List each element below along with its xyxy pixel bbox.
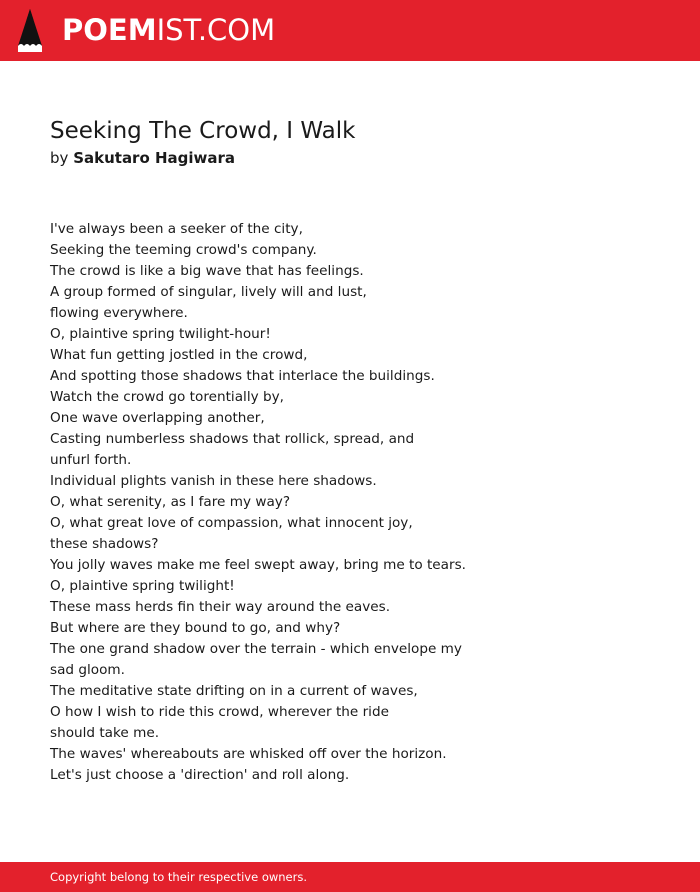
logo-text-bold: POEM [62, 13, 157, 47]
poem-line: A group formed of singular, lively will and lust, [50, 284, 367, 300]
poem-line: O how I wish to ride this crowd, wherever the ride [50, 704, 389, 720]
poem-line: The meditative state drifting on in a current of waves, [50, 683, 418, 699]
poem-line: You jolly waves make me feel swept away, bring me to tears. [50, 557, 466, 573]
site-logo[interactable] [62, 12, 275, 48]
poem-line: And spotting those shadows that interlace the buildings. [50, 368, 435, 384]
poem-line: should take me. [50, 725, 160, 741]
poem-line: Let's just choose a 'direction' and roll along. [50, 767, 350, 783]
poem-line: But where are they bound to go, and why? [50, 620, 341, 636]
poem-line: Casting numberless shadows that rollick, spread, and [50, 431, 415, 447]
poem-line: Seeking the teeming crowd's company. [50, 242, 317, 258]
site-footer [0, 862, 700, 892]
poem-line: Individual plights vanish in these here shadows. [50, 473, 377, 489]
byline [50, 148, 235, 169]
author-name: Sakutaro Hagiwara [73, 149, 236, 167]
poem-title: Seeking The Crowd, I Walk [50, 118, 356, 144]
poem-line: The waves' whereabouts are whisked off over the horizon. [50, 746, 447, 762]
poem-line: O, plaintive spring twilight-hour! [50, 326, 271, 342]
logo-text-light: IST.COM [156, 13, 276, 47]
copyright-text: Copyright belong to their respective owners. [50, 870, 308, 884]
by-label: by [50, 149, 69, 167]
poem-line: What fun getting jostled in the crowd, [50, 347, 308, 363]
poem-line: these shadows? [50, 536, 159, 552]
poem-line: sad gloom. [50, 662, 125, 678]
poem-line: I've always been a seeker of the city, [50, 221, 303, 237]
poem-line: flowing everywhere. [50, 305, 188, 321]
poem-line: Watch the crowd go torentially by, [50, 389, 284, 405]
poem-line: These mass herds fin their way around the eaves. [50, 599, 391, 615]
poem-line: The one grand shadow over the terrain - which envelope my [50, 641, 462, 657]
site-header [0, 0, 700, 61]
poem-body [50, 219, 650, 786]
poem-line: The crowd is like a big wave that has feelings. [50, 263, 364, 279]
poem-line: unfurl forth. [50, 452, 132, 468]
poem-line: O, what serenity, as I fare my way? [50, 494, 291, 510]
pencil-tip-icon[interactable] [17, 8, 43, 52]
poem-line: O, plaintive spring twilight! [50, 578, 235, 594]
poem-line: O, what great love of compassion, what innocent joy, [50, 515, 413, 531]
poem-line: One wave overlapping another, [50, 410, 265, 426]
